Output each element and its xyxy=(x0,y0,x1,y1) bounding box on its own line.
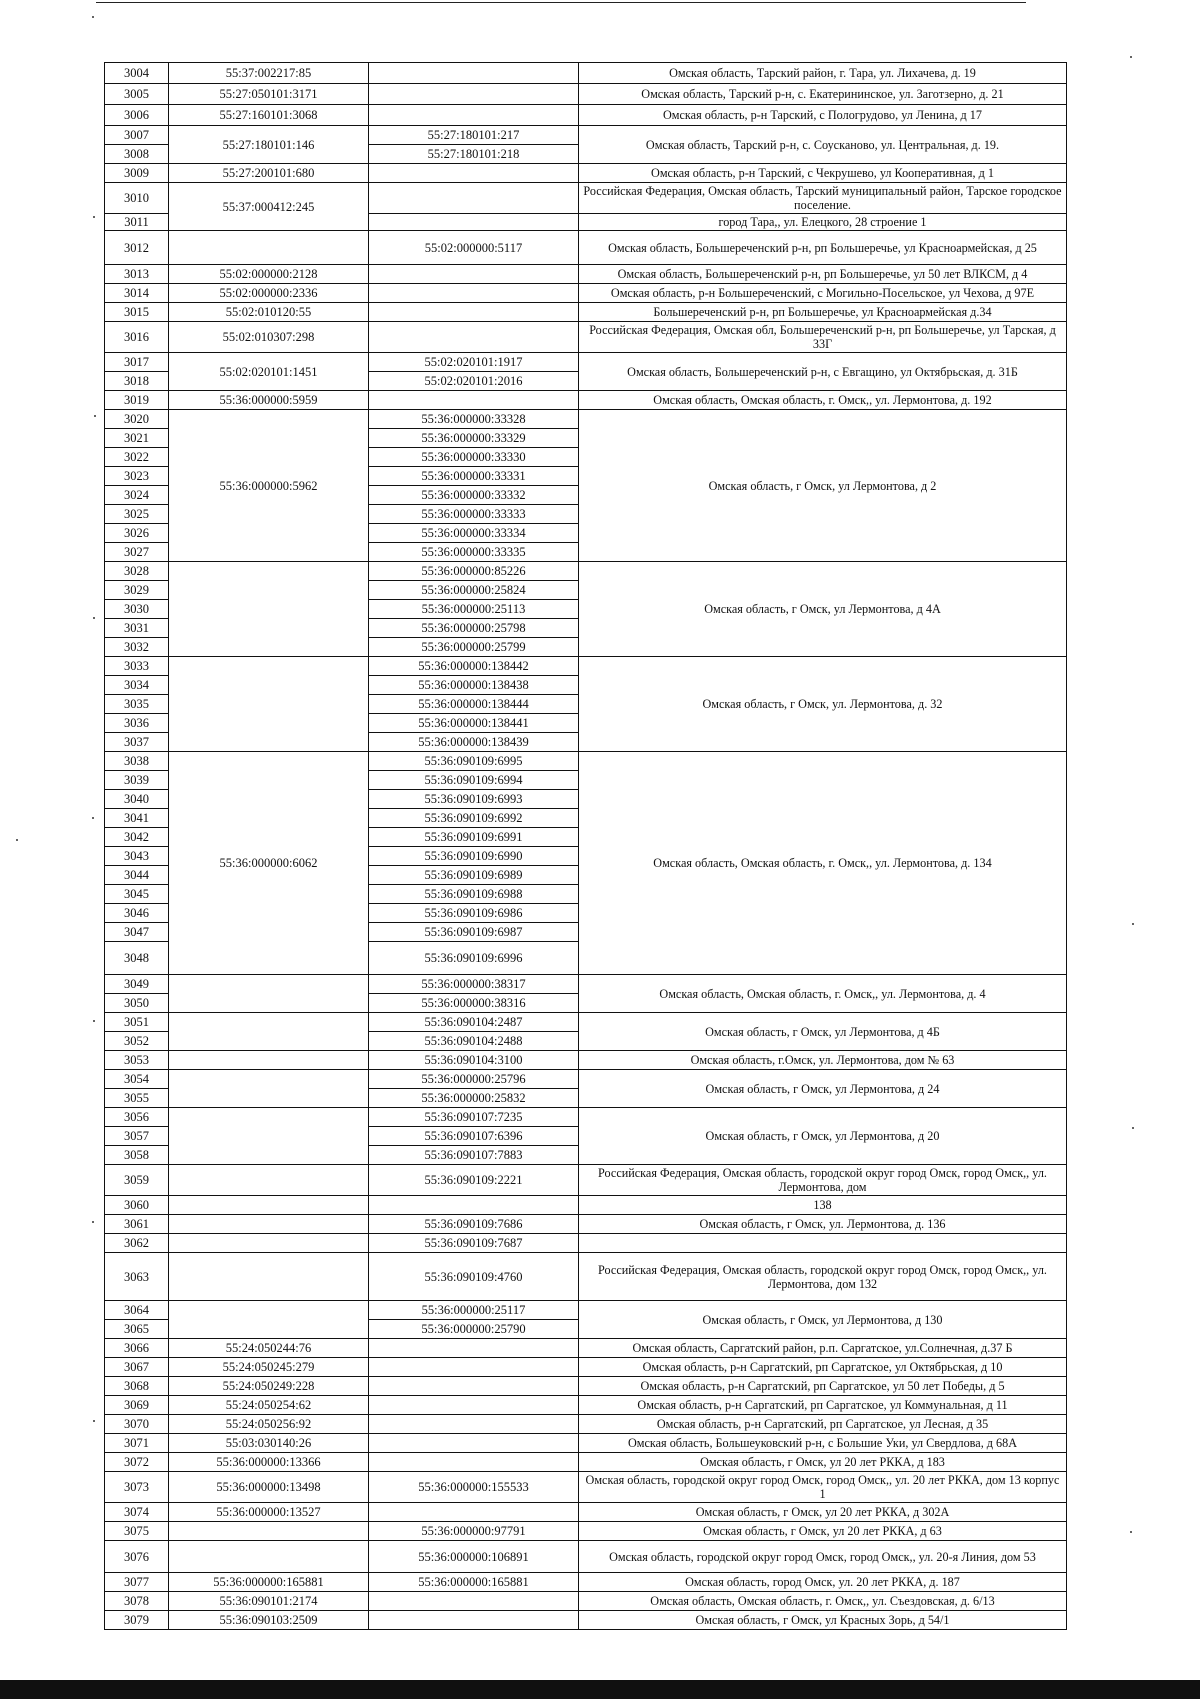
address-cell: Российская Федерация, Омская область, городской округ город Омск, город Омск,, ул. Лермонтова, дом xyxy=(579,1165,1067,1196)
sub-object-number-cell: 55:36:090109:7687 xyxy=(369,1234,579,1253)
cadastral-number-cell: 55:36:090101:2174 xyxy=(169,1592,369,1611)
register-body xyxy=(105,63,1067,1630)
cadastral-number-cell xyxy=(169,975,369,1013)
row-number-cell: 3019 xyxy=(105,391,169,410)
table-row xyxy=(105,284,1067,303)
address-cell: Омская область, Тарский район, г. Тара, ул. Лихачева, д. 19 xyxy=(579,63,1067,84)
cadastral-number-cell: 55:03:030140:26 xyxy=(169,1434,369,1453)
sub-object-number-cell: 55:36:000000:138438 xyxy=(369,676,579,695)
address-cell: Омская область, г Омск, ул 20 лет РККА, д 302А xyxy=(579,1503,1067,1522)
cadastral-number-cell: 55:36:000000:13527 xyxy=(169,1503,369,1522)
row-number-cell: 3075 xyxy=(105,1522,169,1541)
address-cell xyxy=(579,1234,1067,1253)
address-cell: Омская область, р-н Саргатский, рп Саргатское, ул Коммунальная, д 11 xyxy=(579,1396,1067,1415)
sub-object-number-cell: 55:36:000000:25796 xyxy=(369,1070,579,1089)
address-cell: Омская область, Большереченский р-н, рп Большеречье, ул Красноармейская, д 25 xyxy=(579,231,1067,265)
address-cell: Омская область, р-н Саргатский, рп Саргатское, ул Октябрьская, д 10 xyxy=(579,1358,1067,1377)
row-number-cell: 3066 xyxy=(105,1339,169,1358)
cadastral-number-cell xyxy=(169,657,369,752)
sub-object-number-cell: 55:36:000000:25117 xyxy=(369,1301,579,1320)
address-cell: Омская область, г.Омск, ул. Лермонтова, дом № 63 xyxy=(579,1051,1067,1070)
table-row xyxy=(105,322,1067,353)
table-row xyxy=(105,84,1067,105)
address-cell: город Тара,, ул. Елецкого, 28 строение 1 xyxy=(579,214,1067,231)
row-number-cell: 3012 xyxy=(105,231,169,265)
sub-object-number-cell: 55:02:020101:2016 xyxy=(369,372,579,391)
cadastral-number-cell: 55:02:000000:2336 xyxy=(169,284,369,303)
address-cell: Омская область, Омская область, г. Омск,, ул. Лермонтова, д. 4 xyxy=(579,975,1067,1013)
cadastral-number-cell: 55:36:000000:5959 xyxy=(169,391,369,410)
cadastral-number-cell: 55:24:050249:228 xyxy=(169,1377,369,1396)
sub-object-number-cell: 55:36:000000:33332 xyxy=(369,486,579,505)
address-cell: Омская область, Большереченский р-н, с Евгащино, ул Октябрьская, д. 31Б xyxy=(579,353,1067,391)
sub-object-number-cell: 55:36:000000:25832 xyxy=(369,1089,579,1108)
sub-object-number-cell: 55:36:090109:6991 xyxy=(369,828,579,847)
sub-object-number-cell: 55:36:000000:25799 xyxy=(369,638,579,657)
row-number-cell: 3048 xyxy=(105,942,169,975)
row-number-cell: 3015 xyxy=(105,303,169,322)
table-row xyxy=(105,1503,1067,1522)
sub-object-number-cell: 55:36:000000:138439 xyxy=(369,733,579,752)
row-number-cell: 3071 xyxy=(105,1434,169,1453)
table-row xyxy=(105,562,1067,581)
sub-object-number-cell: 55:36:000000:25824 xyxy=(369,581,579,600)
row-number-cell: 3058 xyxy=(105,1146,169,1165)
sub-object-number-cell: 55:36:090109:6993 xyxy=(369,790,579,809)
top-rule xyxy=(96,2,1026,3)
table-row xyxy=(105,303,1067,322)
sub-object-number-cell: 55:36:000000:25790 xyxy=(369,1320,579,1339)
sub-object-number-cell xyxy=(369,1396,579,1415)
row-number-cell: 3055 xyxy=(105,1089,169,1108)
address-cell: Омская область, р-н Тарский, с Чекрушево, ул Кооперативная, д 1 xyxy=(579,164,1067,183)
cadastral-number-cell: 55:27:050101:3171 xyxy=(169,84,369,105)
table-row xyxy=(105,1592,1067,1611)
address-cell: Омская область, р-н Саргатский, рп Саргатское, ул 50 лет Победы, д 5 xyxy=(579,1377,1067,1396)
row-number-cell: 3044 xyxy=(105,866,169,885)
row-number-cell: 3068 xyxy=(105,1377,169,1396)
table-row xyxy=(105,1377,1067,1396)
row-number-cell: 3049 xyxy=(105,975,169,994)
cadastral-number-cell: 55:36:000000:165881 xyxy=(169,1573,369,1592)
sub-object-number-cell: 55:36:090109:6995 xyxy=(369,752,579,771)
sub-object-number-cell xyxy=(369,265,579,284)
sub-object-number-cell: 55:36:090107:7883 xyxy=(369,1146,579,1165)
table-row xyxy=(105,1358,1067,1377)
scan-speck xyxy=(93,617,95,619)
sub-object-number-cell xyxy=(369,214,579,231)
table-row xyxy=(105,657,1067,676)
table-row xyxy=(105,353,1067,372)
sub-object-number-cell: 55:36:000000:97791 xyxy=(369,1522,579,1541)
sub-object-number-cell: 55:36:090107:7235 xyxy=(369,1108,579,1127)
row-number-cell: 3025 xyxy=(105,505,169,524)
address-cell: Российская Федерация, Омская область, Тарский муниципальный район, Тарское городское поселение. xyxy=(579,183,1067,214)
table-row xyxy=(105,1541,1067,1573)
cadastral-number-cell: 55:36:000000:13366 xyxy=(169,1453,369,1472)
address-cell: Омская область, Большереченский р-н, рп Большеречье, ул 50 лет ВЛКСМ, д 4 xyxy=(579,265,1067,284)
row-number-cell: 3021 xyxy=(105,429,169,448)
sub-object-number-cell: 55:36:090109:6994 xyxy=(369,771,579,790)
scan-speck xyxy=(16,839,18,841)
address-cell: 138 xyxy=(579,1196,1067,1215)
cadastral-number-cell xyxy=(169,1013,369,1051)
address-cell: Омская область, город Омск, ул. 20 лет РККА, д. 187 xyxy=(579,1573,1067,1592)
row-number-cell: 3065 xyxy=(105,1320,169,1339)
cadastral-number-cell: 55:24:050254:62 xyxy=(169,1396,369,1415)
row-number-cell: 3079 xyxy=(105,1611,169,1630)
address-cell: Омская область, г Омск, ул Лермонтова, д 2 xyxy=(579,410,1067,562)
cadastral-number-cell: 55:36:090103:2509 xyxy=(169,1611,369,1630)
table-row xyxy=(105,1070,1067,1089)
sub-object-number-cell: 55:36:000000:33328 xyxy=(369,410,579,429)
address-cell: Омская область, г Омск, ул Лермонтова, д 24 xyxy=(579,1070,1067,1108)
address-cell: Омская область, г Омск, ул Красных Зорь, д 54/1 xyxy=(579,1611,1067,1630)
cadastral-number-cell xyxy=(169,1108,369,1165)
sub-object-number-cell: 55:36:090109:7686 xyxy=(369,1215,579,1234)
row-number-cell: 3014 xyxy=(105,284,169,303)
cadastral-number-cell: 55:37:000412:245 xyxy=(169,183,369,231)
sub-object-number-cell xyxy=(369,303,579,322)
address-cell: Омская область, Омская область, г. Омск,, ул. Лермонтова, д. 192 xyxy=(579,391,1067,410)
scan-speck xyxy=(94,415,96,417)
sub-object-number-cell: 55:36:000000:85226 xyxy=(369,562,579,581)
table-row xyxy=(105,1013,1067,1032)
table-row xyxy=(105,410,1067,429)
table-row xyxy=(105,1108,1067,1127)
sub-object-number-cell: 55:36:000000:33330 xyxy=(369,448,579,467)
sub-object-number-cell: 55:36:090109:6986 xyxy=(369,904,579,923)
address-cell: Омская область, Большеуковский р-н, с Большие Уки, ул Свердлова, д 68А xyxy=(579,1434,1067,1453)
table-row xyxy=(105,1522,1067,1541)
address-cell: Омская область, р-н Тарский, с Пологрудово, ул Ленина, д 17 xyxy=(579,105,1067,126)
sub-object-number-cell xyxy=(369,1611,579,1630)
table-row xyxy=(105,126,1067,145)
cadastral-number-cell: 55:24:050256:92 xyxy=(169,1415,369,1434)
row-number-cell: 3043 xyxy=(105,847,169,866)
sub-object-number-cell: 55:36:090109:2221 xyxy=(369,1165,579,1196)
sub-object-number-cell: 55:36:000000:25113 xyxy=(369,600,579,619)
row-number-cell: 3046 xyxy=(105,904,169,923)
table-row xyxy=(105,1234,1067,1253)
row-number-cell: 3072 xyxy=(105,1453,169,1472)
row-number-cell: 3076 xyxy=(105,1541,169,1573)
row-number-cell: 3037 xyxy=(105,733,169,752)
sub-object-number-cell: 55:36:090104:2488 xyxy=(369,1032,579,1051)
row-number-cell: 3063 xyxy=(105,1253,169,1301)
sub-object-number-cell: 55:36:090104:2487 xyxy=(369,1013,579,1032)
sub-object-number-cell: 55:36:000000:25798 xyxy=(369,619,579,638)
scan-speck xyxy=(92,16,94,18)
row-number-cell: 3069 xyxy=(105,1396,169,1415)
cadastral-number-cell xyxy=(169,562,369,657)
row-number-cell: 3042 xyxy=(105,828,169,847)
table-row xyxy=(105,1301,1067,1320)
row-number-cell: 3045 xyxy=(105,885,169,904)
row-number-cell: 3054 xyxy=(105,1070,169,1089)
row-number-cell: 3050 xyxy=(105,994,169,1013)
row-number-cell: 3006 xyxy=(105,105,169,126)
table-row xyxy=(105,752,1067,771)
sub-object-number-cell: 55:36:000000:155533 xyxy=(369,1472,579,1503)
table-row xyxy=(105,1215,1067,1234)
table-row xyxy=(105,1196,1067,1215)
sub-object-number-cell: 55:02:020101:1917 xyxy=(369,353,579,372)
sub-object-number-cell: 55:36:000000:33333 xyxy=(369,505,579,524)
row-number-cell: 3017 xyxy=(105,353,169,372)
cadastral-number-cell: 55:27:200101:680 xyxy=(169,164,369,183)
sub-object-number-cell xyxy=(369,1434,579,1453)
cadastral-number-cell xyxy=(169,1051,369,1070)
address-cell: Омская область, Омская область, г. Омск,, ул. Съездовская, д. 6/13 xyxy=(579,1592,1067,1611)
row-number-cell: 3022 xyxy=(105,448,169,467)
sub-object-number-cell: 55:36:090104:3100 xyxy=(369,1051,579,1070)
address-cell: Омская область, г Омск, ул 20 лет РККА, д 183 xyxy=(579,1453,1067,1472)
sub-object-number-cell: 55:36:000000:165881 xyxy=(369,1573,579,1592)
table-row xyxy=(105,105,1067,126)
row-number-cell: 3070 xyxy=(105,1415,169,1434)
sub-object-number-cell xyxy=(369,1415,579,1434)
scan-speck xyxy=(1130,1531,1132,1533)
cadastral-number-cell xyxy=(169,231,369,265)
scan-speck xyxy=(93,1420,95,1422)
cadastral-number-cell xyxy=(169,1070,369,1108)
row-number-cell: 3074 xyxy=(105,1503,169,1522)
row-number-cell: 3035 xyxy=(105,695,169,714)
row-number-cell: 3004 xyxy=(105,63,169,84)
cadastral-number-cell: 55:27:180101:146 xyxy=(169,126,369,164)
row-number-cell: 3028 xyxy=(105,562,169,581)
sub-object-number-cell xyxy=(369,1377,579,1396)
row-number-cell: 3078 xyxy=(105,1592,169,1611)
cadastral-number-cell: 55:24:050244:76 xyxy=(169,1339,369,1358)
row-number-cell: 3038 xyxy=(105,752,169,771)
row-number-cell: 3067 xyxy=(105,1358,169,1377)
address-cell: Омская область, г Омск, ул Лермонтова, д 20 xyxy=(579,1108,1067,1165)
sub-object-number-cell: 55:36:090109:4760 xyxy=(369,1253,579,1301)
row-number-cell: 3032 xyxy=(105,638,169,657)
address-cell: Большереченский р-н, рп Большеречье, ул Красноармейская д.34 xyxy=(579,303,1067,322)
sub-object-number-cell: 55:36:090109:6992 xyxy=(369,809,579,828)
row-number-cell: 3040 xyxy=(105,790,169,809)
row-number-cell: 3020 xyxy=(105,410,169,429)
sub-object-number-cell: 55:36:000000:33335 xyxy=(369,543,579,562)
sub-object-number-cell xyxy=(369,1339,579,1358)
cadastral-number-cell xyxy=(169,1253,369,1301)
table-row xyxy=(105,1611,1067,1630)
address-cell: Российская Федерация, Омская область, городской округ город Омск, город Омск,, ул. Лермонтова, дом 132 xyxy=(579,1253,1067,1301)
row-number-cell: 3027 xyxy=(105,543,169,562)
sub-object-number-cell: 55:36:000000:38317 xyxy=(369,975,579,994)
table-row xyxy=(105,1472,1067,1503)
address-cell: Омская область, Тарский р-н, с. Соусканово, ул. Центральная, д. 19. xyxy=(579,126,1067,164)
sub-object-number-cell xyxy=(369,1592,579,1611)
sub-object-number-cell xyxy=(369,1358,579,1377)
address-cell: Омская область, г Омск, ул. Лермонтова, д. 32 xyxy=(579,657,1067,752)
row-number-cell: 3023 xyxy=(105,467,169,486)
row-number-cell: 3053 xyxy=(105,1051,169,1070)
sub-object-number-cell: 55:36:090107:6396 xyxy=(369,1127,579,1146)
scan-speck xyxy=(93,1020,95,1022)
row-number-cell: 3047 xyxy=(105,923,169,942)
cadastral-number-cell: 55:02:000000:2128 xyxy=(169,265,369,284)
scan-speck xyxy=(1132,1127,1134,1129)
address-cell: Омская область, г Омск, ул Лермонтова, д 130 xyxy=(579,1301,1067,1339)
sub-object-number-cell: 55:36:090109:6989 xyxy=(369,866,579,885)
table-row xyxy=(105,1453,1067,1472)
row-number-cell: 3016 xyxy=(105,322,169,353)
cadastral-number-cell: 55:02:010307:298 xyxy=(169,322,369,353)
address-cell: Омская область, г Омск, ул. Лермонтова, д. 136 xyxy=(579,1215,1067,1234)
row-number-cell: 3011 xyxy=(105,214,169,231)
row-number-cell: 3051 xyxy=(105,1013,169,1032)
cadastral-number-cell xyxy=(169,1301,369,1339)
table-row xyxy=(105,1573,1067,1592)
table-row xyxy=(105,265,1067,284)
cadastral-number-cell xyxy=(169,1196,369,1215)
sub-object-number-cell: 55:36:000000:138441 xyxy=(369,714,579,733)
table-row xyxy=(105,975,1067,994)
table-row xyxy=(105,1253,1067,1301)
sub-object-number-cell: 55:36:000000:106891 xyxy=(369,1541,579,1573)
row-number-cell: 3030 xyxy=(105,600,169,619)
cadastral-number-cell: 55:36:000000:5962 xyxy=(169,410,369,562)
sub-object-number-cell xyxy=(369,164,579,183)
address-cell: Российская Федерация, Омская обл, Большереченский р-н, рп Большеречье, ул Тарская, д 33Г xyxy=(579,322,1067,353)
cadastral-number-cell xyxy=(169,1234,369,1253)
row-number-cell: 3018 xyxy=(105,372,169,391)
row-number-cell: 3041 xyxy=(105,809,169,828)
row-number-cell: 3073 xyxy=(105,1472,169,1503)
cadastral-number-cell: 55:02:020101:1451 xyxy=(169,353,369,391)
address-cell: Омская область, р-н Саргатский, рп Саргатское, ул Лесная, д 35 xyxy=(579,1415,1067,1434)
scan-speck xyxy=(92,1221,94,1223)
cadastral-number-cell: 55:36:000000:13498 xyxy=(169,1472,369,1503)
row-number-cell: 3039 xyxy=(105,771,169,790)
address-cell: Омская область, городской округ город Омск, город Омск,, ул. 20-я Линия, дом 53 xyxy=(579,1541,1067,1573)
table-row xyxy=(105,1051,1067,1070)
row-number-cell: 3061 xyxy=(105,1215,169,1234)
address-cell: Омская область, Саргатский район, р.п. Саргатское, ул.Солнечная, д.37 Б xyxy=(579,1339,1067,1358)
address-cell: Омская область, Тарский р-н, с. Екатерининское, ул. Заготзерно, д. 21 xyxy=(579,84,1067,105)
table-row xyxy=(105,63,1067,84)
sub-object-number-cell: 55:36:090109:6996 xyxy=(369,942,579,975)
row-number-cell: 3056 xyxy=(105,1108,169,1127)
cadastral-number-cell: 55:36:000000:6062 xyxy=(169,752,369,975)
cadastral-number-cell: 55:02:010120:55 xyxy=(169,303,369,322)
sub-object-number-cell xyxy=(369,284,579,303)
table-row xyxy=(105,231,1067,265)
address-cell: Омская область, г Омск, ул Лермонтова, д 4Б xyxy=(579,1013,1067,1051)
cadastral-number-cell: 55:37:002217:85 xyxy=(169,63,369,84)
sub-object-number-cell xyxy=(369,105,579,126)
row-number-cell: 3031 xyxy=(105,619,169,638)
row-number-cell: 3034 xyxy=(105,676,169,695)
sub-object-number-cell: 55:36:000000:38316 xyxy=(369,994,579,1013)
table-row xyxy=(105,183,1067,214)
scan-bottom-edge xyxy=(0,1680,1200,1699)
row-number-cell: 3013 xyxy=(105,265,169,284)
property-register-table xyxy=(104,62,1067,1630)
row-number-cell: 3005 xyxy=(105,84,169,105)
sub-object-number-cell: 55:02:000000:5117 xyxy=(369,231,579,265)
table-row xyxy=(105,391,1067,410)
row-number-cell: 3057 xyxy=(105,1127,169,1146)
row-number-cell: 3077 xyxy=(105,1573,169,1592)
sub-object-number-cell: 55:36:000000:138444 xyxy=(369,695,579,714)
row-number-cell: 3010 xyxy=(105,183,169,214)
sub-object-number-cell xyxy=(369,63,579,84)
sub-object-number-cell: 55:36:090109:6988 xyxy=(369,885,579,904)
sub-object-number-cell xyxy=(369,391,579,410)
table-row xyxy=(105,1396,1067,1415)
sub-object-number-cell: 55:36:090109:6987 xyxy=(369,923,579,942)
row-number-cell: 3036 xyxy=(105,714,169,733)
sub-object-number-cell: 55:36:000000:33329 xyxy=(369,429,579,448)
table-row xyxy=(105,164,1067,183)
row-number-cell: 3029 xyxy=(105,581,169,600)
row-number-cell: 3062 xyxy=(105,1234,169,1253)
row-number-cell: 3024 xyxy=(105,486,169,505)
sub-object-number-cell: 55:36:090109:6990 xyxy=(369,847,579,866)
cadastral-number-cell xyxy=(169,1165,369,1196)
sub-object-number-cell xyxy=(369,84,579,105)
row-number-cell: 3064 xyxy=(105,1301,169,1320)
cadastral-number-cell xyxy=(169,1215,369,1234)
row-number-cell: 3009 xyxy=(105,164,169,183)
cadastral-number-cell xyxy=(169,1522,369,1541)
row-number-cell: 3008 xyxy=(105,145,169,164)
sub-object-number-cell xyxy=(369,1503,579,1522)
table-row xyxy=(105,1415,1067,1434)
sub-object-number-cell: 55:36:000000:33334 xyxy=(369,524,579,543)
address-cell: Омская область, городской округ город Омск, город Омск,, ул. 20 лет РККА, дом 13 корпус 1 xyxy=(579,1472,1067,1503)
sub-object-number-cell: 55:36:000000:33331 xyxy=(369,467,579,486)
row-number-cell: 3007 xyxy=(105,126,169,145)
scan-speck xyxy=(92,817,94,819)
table-row xyxy=(105,1339,1067,1358)
address-cell: Омская область, г Омск, ул 20 лет РККА, д 63 xyxy=(579,1522,1067,1541)
row-number-cell: 3052 xyxy=(105,1032,169,1051)
cadastral-number-cell xyxy=(169,1541,369,1573)
row-number-cell: 3059 xyxy=(105,1165,169,1196)
row-number-cell: 3060 xyxy=(105,1196,169,1215)
sub-object-number-cell: 55:36:000000:138442 xyxy=(369,657,579,676)
scan-speck xyxy=(1130,56,1132,58)
row-number-cell: 3026 xyxy=(105,524,169,543)
sub-object-number-cell: 55:27:180101:218 xyxy=(369,145,579,164)
scan-speck xyxy=(1132,923,1134,925)
sub-object-number-cell: 55:27:180101:217 xyxy=(369,126,579,145)
scan-speck xyxy=(93,216,95,218)
sub-object-number-cell xyxy=(369,183,579,214)
cadastral-number-cell: 55:24:050245:279 xyxy=(169,1358,369,1377)
sub-object-number-cell xyxy=(369,1453,579,1472)
address-cell: Омская область, Омская область, г. Омск,, ул. Лермонтова, д. 134 xyxy=(579,752,1067,975)
table-row xyxy=(105,1434,1067,1453)
address-cell: Омская область, р-н Большереченский, с Могильно-Посельское, ул Чехова, д 97Е xyxy=(579,284,1067,303)
table-row xyxy=(105,1165,1067,1196)
sub-object-number-cell xyxy=(369,1196,579,1215)
cadastral-number-cell: 55:27:160101:3068 xyxy=(169,105,369,126)
row-number-cell: 3033 xyxy=(105,657,169,676)
address-cell: Омская область, г Омск, ул Лермонтова, д 4А xyxy=(579,562,1067,657)
sub-object-number-cell xyxy=(369,322,579,353)
